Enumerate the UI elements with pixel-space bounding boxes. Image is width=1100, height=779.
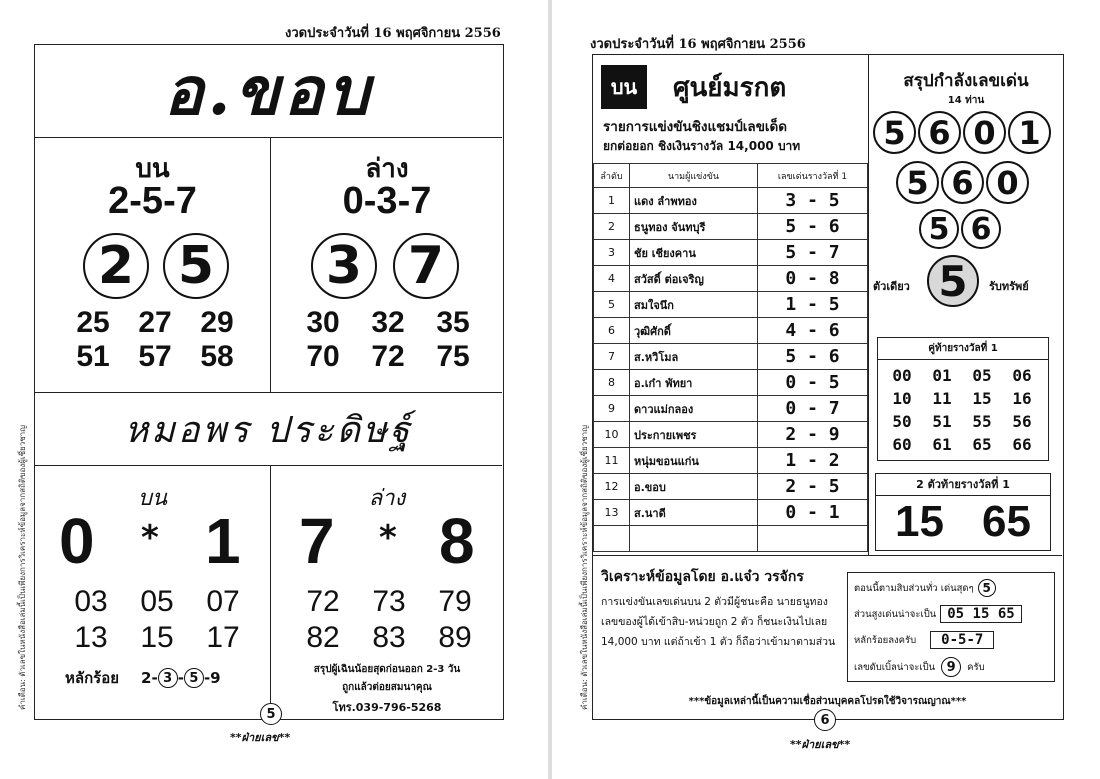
top-pair: 51 (76, 340, 110, 373)
pyramid-digit: 0 (963, 111, 1006, 154)
row-no: 8 (594, 370, 630, 396)
contest-subtitle-2: ยกต่อยอก ชิงเงินรางวัล 14,000 บาท (603, 139, 801, 153)
table-row (594, 396, 868, 422)
bottom-label: ล่าง (365, 154, 409, 184)
pair-top-b: 1 (205, 505, 241, 577)
row-name: แดง ลำพทอง (630, 188, 758, 214)
pyramid-digit: 1 (1008, 111, 1051, 154)
pyramid-digit: 5 (873, 111, 916, 154)
summary-sub: 14 ท่าน (947, 95, 985, 106)
row-name: อ.เก๋า พัทยา (630, 370, 758, 396)
pred-label-4: เลขดับเบิ้ลน่าจะเป็น (854, 661, 936, 673)
tail-num: 55 (972, 412, 992, 431)
bottom-pair: 32 (371, 306, 405, 339)
tail-num: 61 (932, 435, 952, 454)
bottom-pair: 75 (436, 340, 470, 373)
row-name: อ.ขอบ (630, 474, 758, 500)
pyramid-digit: 6 (941, 161, 984, 204)
pair-bottom-label: ล่าง (368, 486, 406, 511)
row-name: สมใจนึก (630, 292, 758, 318)
pyramid-digit: 6 (961, 209, 1001, 249)
tail-num: 01 (932, 366, 952, 385)
row-score: 0 - 7 (758, 396, 868, 422)
top-pairs (63, 306, 253, 374)
tail-num: 10 (892, 389, 912, 408)
tail-num: 66 (1012, 435, 1032, 454)
tail-num: 11 (932, 389, 952, 408)
hundreds-circle-1: 3 (158, 668, 178, 688)
row-name: ชัย เชียงคาน (630, 240, 758, 266)
row-score: 0 - 1 (758, 500, 868, 526)
logo-area (35, 45, 502, 137)
pyramid-digit: 5 (896, 161, 939, 204)
tail-num: 56 (1012, 412, 1032, 431)
badge-top: บน (601, 65, 647, 109)
row-no: 12 (594, 474, 630, 500)
top-column (35, 138, 270, 393)
bottom-column (270, 138, 502, 393)
pair-top-column (35, 466, 270, 718)
row-score: 2 - 5 (758, 474, 868, 500)
two-digit-num: 65 (982, 497, 1031, 546)
row-name: ประกายเพชร (630, 422, 758, 448)
single-label: ตัวเดียว (873, 280, 910, 293)
note-line-1: สรุปผู้เฉินน้อยสุดก่อนออก 2-3 วัน (313, 664, 461, 675)
center-name: ศูนย์มรกต (673, 73, 787, 103)
row-score: 5 - 6 (758, 214, 868, 240)
ranking-table (593, 163, 868, 552)
pair-bottom-num: 82 (306, 621, 340, 654)
two-digit-nums (876, 496, 1050, 548)
doctor-name: หมอพร ประดิษฐ์ (124, 409, 413, 451)
phone-number: โทร.039-796-5268 (332, 701, 442, 714)
logo-text: อ.ขอบ (163, 51, 374, 130)
right-page-number: 6 (814, 709, 836, 731)
row-name: สวัสดิ์ ต่อเจริญ (630, 266, 758, 292)
top-pair: 58 (200, 340, 234, 373)
row-no: 3 (594, 240, 630, 266)
pyramid-digit: 6 (918, 111, 961, 154)
left-side-note: คำเตือน: ตัวเลขในหนังสือเล่มนี้เป็นเพียงการวิเคราะห์ข้อมูลจากสถิติของผู้เชี่ยวชาญ (18, 425, 27, 710)
top-pair: 25 (76, 306, 110, 339)
pair-top-num: 13 (74, 621, 108, 654)
row-score: 0 - 8 (758, 266, 868, 292)
row-name: วุฒิศักดิ์ (630, 318, 758, 344)
pred-val-3: 0-5-7 (930, 631, 994, 649)
tail-num: 05 (972, 366, 992, 385)
pair-bottom-num: 83 (372, 621, 406, 654)
table-row (594, 422, 868, 448)
table-row (594, 266, 868, 292)
row-score: 1 - 5 (758, 292, 868, 318)
pair-top-label: บน (137, 486, 167, 511)
analysis-text: การแข่งขันเลขเด่นบน 2 ตัวมีผู้ชนะคือ นายธนูทอง เลขของผู้ได้เข้าสิบ-หน่วยถูก 2 ตัว ก็ชนะเงินไปเลย 14,000 บาท แต่ถ้าเข้า 1 ตัว ก็ถือว่าเข้ามาตามส่วน (601, 596, 836, 648)
col-header-score: เลขเด่นรางวัลที่ 1 (758, 164, 868, 188)
table-row (594, 188, 868, 214)
bottom-pair: 30 (306, 306, 340, 339)
top-circle-2: 5 (163, 233, 229, 299)
top-pair: 27 (138, 306, 172, 339)
tail-title: คู่ท้ายรางวัลที่ 1 (878, 338, 1048, 360)
contest-subtitle-1: รายการแข่งขันชิงแชมป์เลขเด็ด (603, 119, 788, 135)
table-row (594, 318, 868, 344)
pyramid-digit: 5 (919, 209, 959, 249)
bottom-circle-1: 3 (311, 233, 377, 299)
col-header-name: นามผู้แข่งขัน (630, 164, 758, 188)
pair-bottom-a: 7 (299, 505, 335, 577)
left-page-frame (34, 44, 504, 720)
top-pair: 29 (200, 306, 234, 339)
row-score: 5 - 7 (758, 240, 868, 266)
page-gutter (548, 0, 552, 779)
right-page-frame (592, 54, 1064, 720)
pair-bottom-num: 72 (306, 585, 340, 618)
row-no: 11 (594, 448, 630, 474)
top-label: บน (135, 154, 170, 184)
pair-section (35, 466, 502, 718)
row-no: 7 (594, 344, 630, 370)
pred-val-1: 5 (978, 579, 996, 597)
pred-label-1: ตอนนี้ตามสิบส่วนทั่ว เด่นสุดๆ (854, 582, 974, 594)
ranking-table-wrap (593, 163, 868, 552)
bottom-pair: 72 (371, 340, 405, 373)
row-name: ส.นาดี (630, 500, 758, 526)
row-no: 4 (594, 266, 630, 292)
analysis-section (593, 555, 1062, 718)
row-no: 13 (594, 500, 630, 526)
contest-header (593, 55, 868, 163)
row-no: 9 (594, 396, 630, 422)
row-no: 6 (594, 318, 630, 344)
pred-suffix-4: ครับ (967, 661, 985, 673)
right-footer: **ฝ่ายเลข** (790, 738, 851, 751)
pair-bottom-num: 89 (438, 621, 472, 654)
row-score: 2 - 9 (758, 422, 868, 448)
pair-top-nums (59, 584, 259, 656)
pair-bottom-b: 8 (439, 505, 475, 577)
table-row (594, 474, 868, 500)
tail-num: 65 (972, 435, 992, 454)
table-row (594, 500, 868, 526)
pair-bottom-num: 73 (372, 585, 406, 618)
analysis-title: วิเคราะห์ข้อมูลโดย อ.แจ๋ว วรจักร (601, 569, 804, 585)
note-line-2: ถูกแล้วต่อยสมนาคุณ (342, 682, 432, 693)
right-side-note: คำเตือน: ตัวเลขในหนังสือเล่มนี้เป็นเพียงการวิเคราะห์ข้อมูลจากสถิติของผู้เชี่ยวชาญ (580, 425, 589, 710)
pair-bottom-nums (291, 584, 491, 656)
tail-num: 00 (892, 366, 912, 385)
pair-top-a: 0 (59, 505, 95, 577)
bottom-circle-2: 7 (393, 233, 459, 299)
doctor-banner (35, 392, 502, 466)
tail-num: 51 (932, 412, 952, 431)
top-triple: 2-5-7 (108, 180, 197, 222)
bottom-triple: 0-3-7 (342, 180, 432, 222)
pair-top-num: 05 (140, 585, 174, 618)
pyramid-row-1 (873, 111, 1051, 154)
row-score: 5 - 6 (758, 344, 868, 370)
top-pair: 57 (138, 340, 172, 373)
tail-nums (878, 360, 1048, 456)
summary-title: สรุปกำลังเลขเด่น (903, 71, 1029, 91)
single-number: 5 (927, 255, 979, 307)
pred-row-1 (854, 579, 996, 597)
pair-top-num: 15 (140, 621, 174, 654)
table-row (594, 370, 868, 396)
single-suffix: รับทรัพย์ (989, 280, 1029, 293)
tail-num: 16 (1012, 389, 1032, 408)
pair-bottom-num: 79 (438, 585, 472, 618)
pred-val-2: 05 15 65 (940, 605, 1021, 623)
disclaimer: ***ข้อมูลเหล่านี้เป็นความเชื่อส่วนบุคคลโปรดใช้วิจารณญาณ*** (688, 696, 967, 707)
pair-bottom-star: * (379, 518, 397, 558)
row-no: 10 (594, 422, 630, 448)
tail-num: 15 (972, 389, 992, 408)
table-row (594, 214, 868, 240)
two-digit-title: 2 ตัวท้ายรางวัลที่ 1 (876, 474, 1050, 496)
pyramid-row-3 (919, 209, 1001, 249)
prediction-box (847, 572, 1055, 682)
table-row (594, 292, 868, 318)
row-score: 1 - 2 (758, 448, 868, 474)
hundreds-suffix: -9 (203, 669, 221, 687)
pred-row-2 (854, 605, 1022, 623)
pair-top-star: * (141, 518, 159, 558)
table-row-empty (594, 526, 868, 552)
tail-num: 50 (892, 412, 912, 431)
row-score: 3 - 5 (758, 188, 868, 214)
pred-label-3: หลักร้อยลงครับ (854, 634, 917, 646)
left-page-number: 5 (260, 703, 282, 725)
row-name: ดาวแม่กลอง (630, 396, 758, 422)
pyramid-digit: 0 (986, 161, 1029, 204)
pyramid-row-2 (896, 161, 1029, 204)
top-circle-1: 2 (83, 233, 149, 299)
hundreds-circle-2: 5 (184, 668, 204, 688)
row-name: ธนูทอง จันทบุรี (630, 214, 758, 240)
hundreds-label: หลักร้อย (65, 669, 120, 687)
pair-bottom-column (270, 466, 502, 718)
bottom-pair: 70 (306, 340, 340, 373)
pair-top-num: 07 (206, 585, 240, 618)
right-header-date: งวดประจำวันที่ 16 พฤศจิกายน 2556 (590, 37, 806, 52)
bottom-pairs (291, 306, 491, 374)
tail-num: 06 (1012, 366, 1032, 385)
table-row (594, 344, 868, 370)
left-header-date: งวดประจำวันที่ 16 พฤศจิกายน 2556 (285, 26, 501, 41)
two-digit-box (875, 473, 1051, 551)
row-no: 1 (594, 188, 630, 214)
main-numbers-section (35, 137, 502, 392)
tail-box (877, 337, 1049, 461)
hundreds-prefix: 2- (141, 669, 158, 687)
table-row (594, 448, 868, 474)
row-no: 2 (594, 214, 630, 240)
row-score: 0 - 5 (758, 370, 868, 396)
col-header-no: ลำดับ (594, 164, 630, 188)
row-no: 5 (594, 292, 630, 318)
pair-top-num: 17 (206, 621, 240, 654)
table-header-row (594, 164, 868, 188)
pred-row-3 (854, 631, 994, 649)
two-digit-num: 15 (895, 497, 944, 546)
row-name: ส.หวิโมล (630, 344, 758, 370)
table-row (594, 240, 868, 266)
left-footer: **ฝ่ายเลข** (230, 731, 291, 744)
pair-top-num: 03 (74, 585, 108, 618)
tail-num: 60 (892, 435, 912, 454)
row-name: หนุ่มขอนแก่น (630, 448, 758, 474)
row-score: 4 - 6 (758, 318, 868, 344)
bottom-pair: 35 (436, 306, 470, 339)
hundreds-row: หลักร้อย 2- 3 - 5 -9 (65, 666, 221, 690)
pred-row-4 (854, 657, 985, 677)
pred-label-2: ส่วนสูงเด่นน่าจะเป็น (854, 608, 937, 620)
summary-column (868, 55, 1062, 555)
pred-val-4: 9 (941, 657, 961, 677)
